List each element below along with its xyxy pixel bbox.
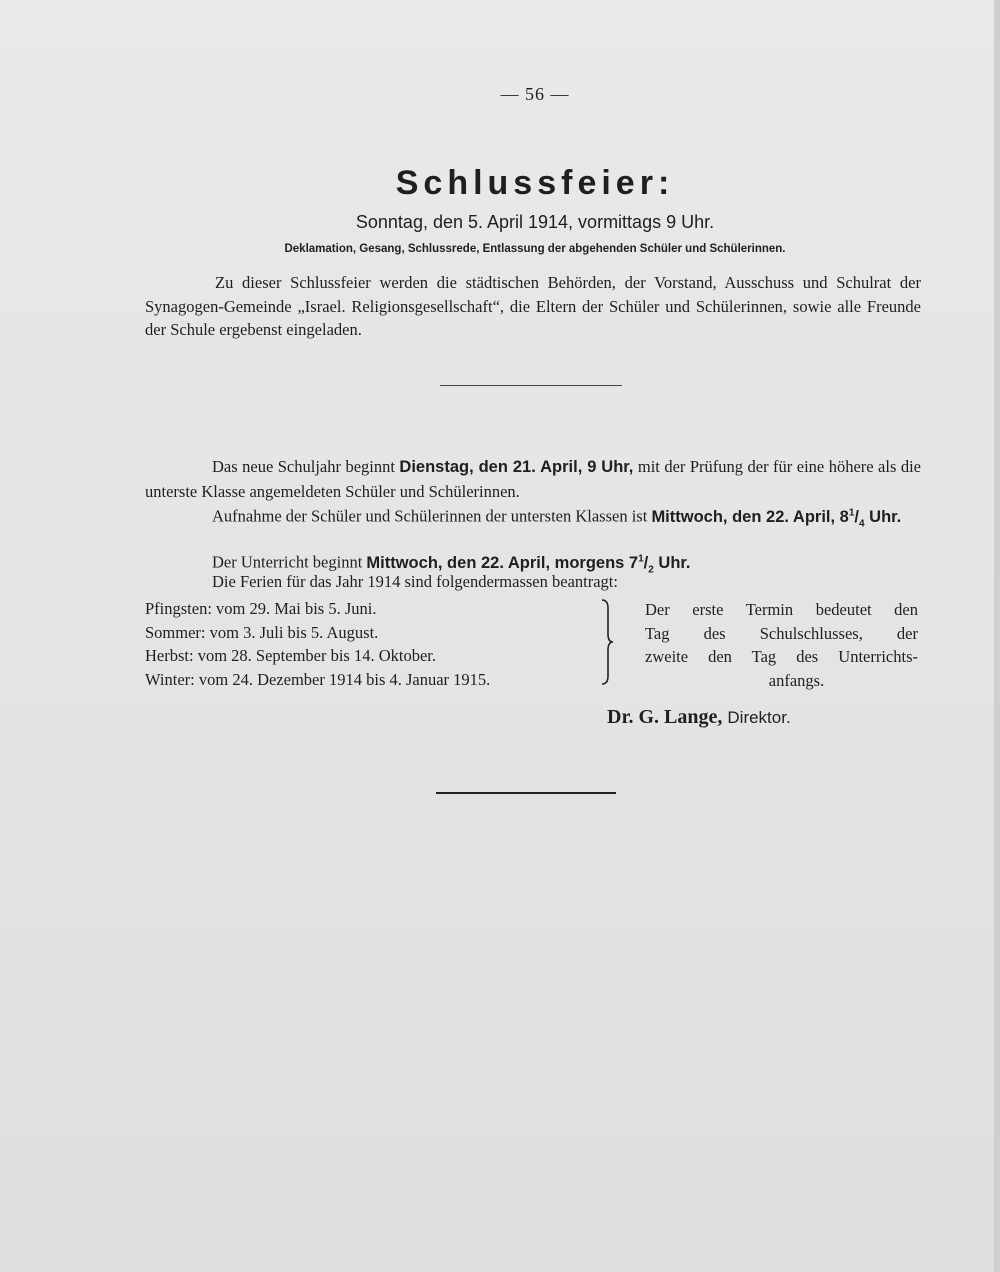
- admission-text-pre: Aufnahme der Schüler und Schülerinnen der untersten Klassen ist: [212, 506, 652, 526]
- invitation-paragraph: Zu dieser Schlussfeier werden die städtischen Behörden, der Vorstand, Ausschuss und Schulrat der Synagogen-Gemeinde „Israel. Religionsgesellschaft“, die Eltern der Schüler und Schülerinnen, sowie alle Freunde der Schule ergebenst eingeladen.: [145, 273, 921, 339]
- lessons-fraction-denominator: 2: [648, 563, 654, 575]
- ceremony-date: Sonntag, den 5. April 1914, vormittags 9 Uhr.: [355, 212, 715, 232]
- new-year-text-post: mit der Prüfung der für eine höhere als die unterste Klasse angemeldeten Schüler und Schülerinnen.: [145, 457, 922, 501]
- signature: [607, 706, 791, 729]
- curly-brace-icon: [598, 598, 616, 686]
- admission-date-tail: Uhr.: [864, 507, 902, 526]
- closing-rule: [436, 792, 616, 794]
- holiday-note-line-3: zweite den Tag des Unterrichts-: [645, 647, 918, 666]
- holidays-intro: Die Ferien für das Jahr 1914 sind folgendermassen beantragt:: [212, 572, 618, 591]
- admission-paragraph: [145, 501, 921, 535]
- holiday-autumn: Herbst: vom 28. September bis 14. Oktober.: [145, 646, 437, 665]
- page-number: — 56 —: [500, 84, 570, 104]
- holiday-note-line-4: anfangs.: [768, 670, 825, 690]
- admission-date-main: Mittwoch, den 22. April, 8: [651, 507, 849, 526]
- lessons-date-tail: Uhr.: [653, 553, 691, 572]
- admission-fraction-denominator: 4: [859, 517, 865, 529]
- new-year-date: Dienstag, den 21. April, 9 Uhr,: [399, 458, 634, 476]
- new-school-year-paragraph: [145, 455, 921, 503]
- lessons-fraction-numerator: 1: [638, 553, 644, 564]
- holiday-pentecost: Pfingsten: vom 29. Mai bis 5. Juni.: [145, 599, 377, 618]
- holiday-note: [645, 598, 918, 692]
- holiday-winter: Winter: vom 24. Dezember 1914 bis 4. Januar 1915.: [145, 669, 491, 689]
- admission-fraction-numerator: 1: [848, 507, 855, 518]
- signature-name: Dr. G. Lange,: [607, 706, 723, 728]
- lessons-text-pre: Der Unterricht beginnt: [212, 552, 367, 572]
- ceremony-program: Deklamation, Gesang, Schlussrede, Entlassung der abgehenden Schüler und Schülerinnen.: [284, 243, 786, 255]
- lessons-date: Mittwoch, den 22. April, morgens $7^1/_2$ Uhr.: [366, 553, 691, 575]
- signature-title: Direktor.: [727, 708, 791, 727]
- holiday-list: [145, 597, 595, 691]
- section-title: Schlussfeier:: [395, 164, 675, 202]
- holiday-note-line-1: Der erste Termin bedeutet den: [645, 600, 918, 619]
- holiday-summer: Sommer: vom 3. Juli bis 5. August.: [145, 622, 379, 642]
- section-divider: [440, 385, 622, 386]
- new-year-text-pre: Das neue Schuljahr beginnt: [212, 457, 400, 476]
- admission-date: Mittwoch, den 22. April, $8^1/_4$ Uhr.: [651, 507, 902, 529]
- holiday-note-line-2: Tag des Schulschlusses, der: [645, 623, 918, 643]
- lessons-date-main: Mittwoch, den 22. April, morgens 7: [366, 553, 639, 572]
